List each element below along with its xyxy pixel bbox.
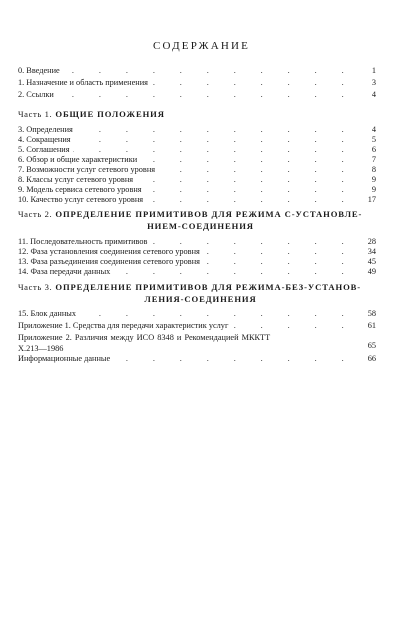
leader-dots	[18, 89, 358, 100]
part-prefix: Часть 1.	[18, 109, 53, 119]
toc-entry-data-transfer[interactable]	[18, 266, 376, 277]
part-2-heading	[18, 208, 383, 232]
toc-entry-page: 34	[367, 247, 376, 256]
toc-entry-page: 3	[371, 78, 376, 87]
page-title: СОДЕРЖАНИЕ	[152, 40, 251, 52]
toc-entry-label: 10. Качество услуг сетевого уровня	[18, 194, 146, 205]
part-title-line-2: НИЕМ-СОЕДИНЕНИЯ	[147, 221, 254, 231]
toc-entry-scope[interactable]	[18, 77, 376, 88]
toc-entry-references[interactable]	[18, 89, 376, 100]
toc-entry-label: 14. Фаза передачи данных	[18, 266, 113, 277]
part-title: ОБЩИЕ ПОЛОЖЕНИЯ	[55, 109, 165, 119]
toc-entry-label: 8. Классы услуг сетевого уровня	[18, 174, 136, 185]
toc-entry-label: 1. Назначение и область применения	[18, 77, 151, 88]
toc-entry-page: 66	[367, 354, 376, 363]
part-title-line-2: ЛЕНИЯ-СОЕДИНЕНИЯ	[144, 294, 257, 304]
toc-entry-page: 65	[367, 341, 376, 350]
part-prefix: Часть 3.	[18, 282, 53, 292]
appendix-2-page-row	[358, 340, 376, 351]
appendix-2-line-1: Приложение 2. Различия между ИСО 8348 и Рекомендацией МККТТ	[18, 333, 271, 342]
part-title-line-1: ОПРЕДЕЛЕНИЕ ПРИМИТИВОВ ДЛЯ РЕЖИМА С-УСТАНОВЛЕ-	[55, 209, 363, 219]
toc-entry-page: 5	[371, 135, 376, 144]
toc-entry-label: Приложение 1. Средства для передачи характеристик услуг	[18, 320, 231, 331]
toc-entry-label: 9. Модель сервиса сетевого уровня	[18, 184, 145, 195]
toc-entry-label: Информационные данные	[18, 353, 113, 364]
toc-entry-label: 13. Фаза разъединения соединения сетевого уровня	[18, 256, 203, 267]
part-1-heading	[18, 108, 383, 120]
toc-entry-page: 45	[367, 257, 376, 266]
toc-entry-label: 0. Введение	[18, 65, 63, 76]
toc-entry-page: 58	[367, 309, 376, 318]
toc-entry-label: 5. Соглашения	[18, 144, 73, 155]
toc-entry-label: 12. Фаза установления соединения сетевого уровня	[18, 246, 203, 257]
appendix-2-line-2: X.213—1986	[18, 344, 64, 353]
toc-entry-label: 7. Возможности услуг сетевого уровня	[18, 164, 158, 175]
toc-entry-page: 28	[367, 237, 376, 246]
toc-entry-label: 4. Сокращения	[18, 134, 74, 145]
toc-entry-page: 4	[371, 125, 376, 134]
toc-entry-page: 7	[371, 155, 376, 164]
toc-entry-page: 61	[367, 321, 376, 330]
toc-entry-quality-of-service[interactable]	[18, 194, 376, 205]
toc-entry-info-data[interactable]	[18, 353, 376, 364]
part-title-line-1: ОПРЕДЕЛЕНИЕ ПРИМИТИВОВ ДЛЯ РЕЖИМА-БЕЗ-УСТАНОВ-	[55, 282, 362, 292]
toc-entry-appendix-2[interactable]	[18, 332, 376, 354]
toc-entry-label: 2. Ссылки	[18, 89, 57, 100]
toc-entry-appendix-1[interactable]	[18, 320, 376, 331]
part-prefix: Часть 2.	[18, 209, 53, 219]
toc-entry-label: 11. Последовательность примитивов	[18, 236, 150, 247]
toc-entry-label: 6. Обзор и общие характеристики	[18, 154, 140, 165]
toc-entry-page: 1	[371, 66, 376, 75]
toc-entry-page: 6	[371, 145, 376, 154]
toc-entry-label: 15. Блок данных	[18, 308, 79, 319]
toc-entry-page: 8	[371, 165, 376, 174]
part-3-heading	[18, 281, 383, 305]
toc-entry-introduction[interactable]	[18, 65, 376, 76]
toc-entry-page: 9	[371, 185, 376, 194]
toc-entry-data-unit[interactable]	[18, 308, 376, 319]
toc-entry-label: 3. Определения	[18, 124, 76, 135]
toc-entry-page: 17	[367, 195, 376, 204]
toc-entry-page: 9	[371, 175, 376, 184]
toc-entry-page: 4	[371, 90, 376, 99]
leader-dots	[18, 65, 358, 76]
toc-entry-page: 49	[367, 267, 376, 276]
